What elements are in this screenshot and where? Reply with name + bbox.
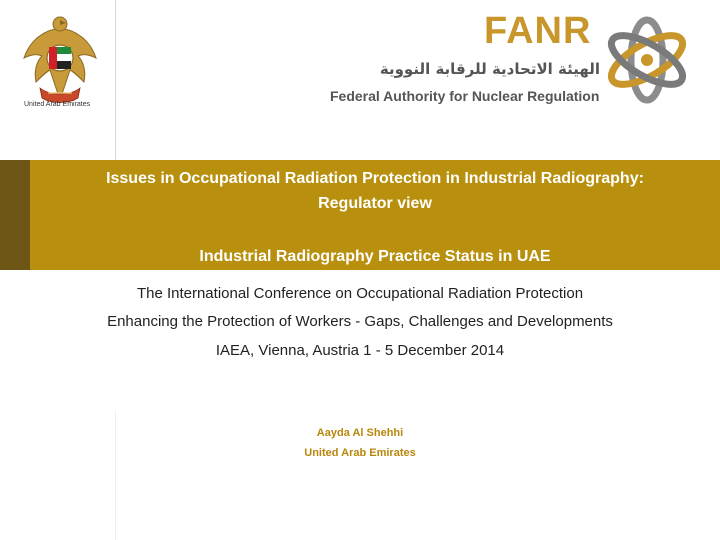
header-divider	[115, 0, 116, 160]
title-line-2: Regulator view	[318, 195, 432, 212]
conference-theme: Enhancing the Protection of Workers - Gaps, Challenges and Developments	[107, 313, 613, 330]
emblem-caption: United Arab Emirates	[24, 101, 91, 108]
title-line-1: Issues in Occupational Radiation Protection in Industrial Radiography:	[106, 170, 644, 187]
fanr-english-name: Federal Authority for Nuclear Regulation	[330, 88, 600, 104]
title-line-3: Industrial Radiography Practice Status in UAE	[199, 248, 551, 265]
author-name: Aayda Al Shehhi	[316, 427, 404, 439]
author-country: United Arab Emirates	[304, 447, 416, 459]
fanr-arabic-name: الهيئة الاتحادية للرقابة النووية	[379, 60, 600, 78]
fanr-abbreviation: FANR	[484, 10, 592, 52]
atom-logo-icon	[604, 10, 690, 110]
venue-date: IAEA, Vienna, Austria 1 - 5 December 2014	[215, 342, 505, 359]
title-band-accent	[0, 160, 30, 270]
conference-name: The International Conference on Occupational Radiation Protection	[136, 285, 584, 302]
